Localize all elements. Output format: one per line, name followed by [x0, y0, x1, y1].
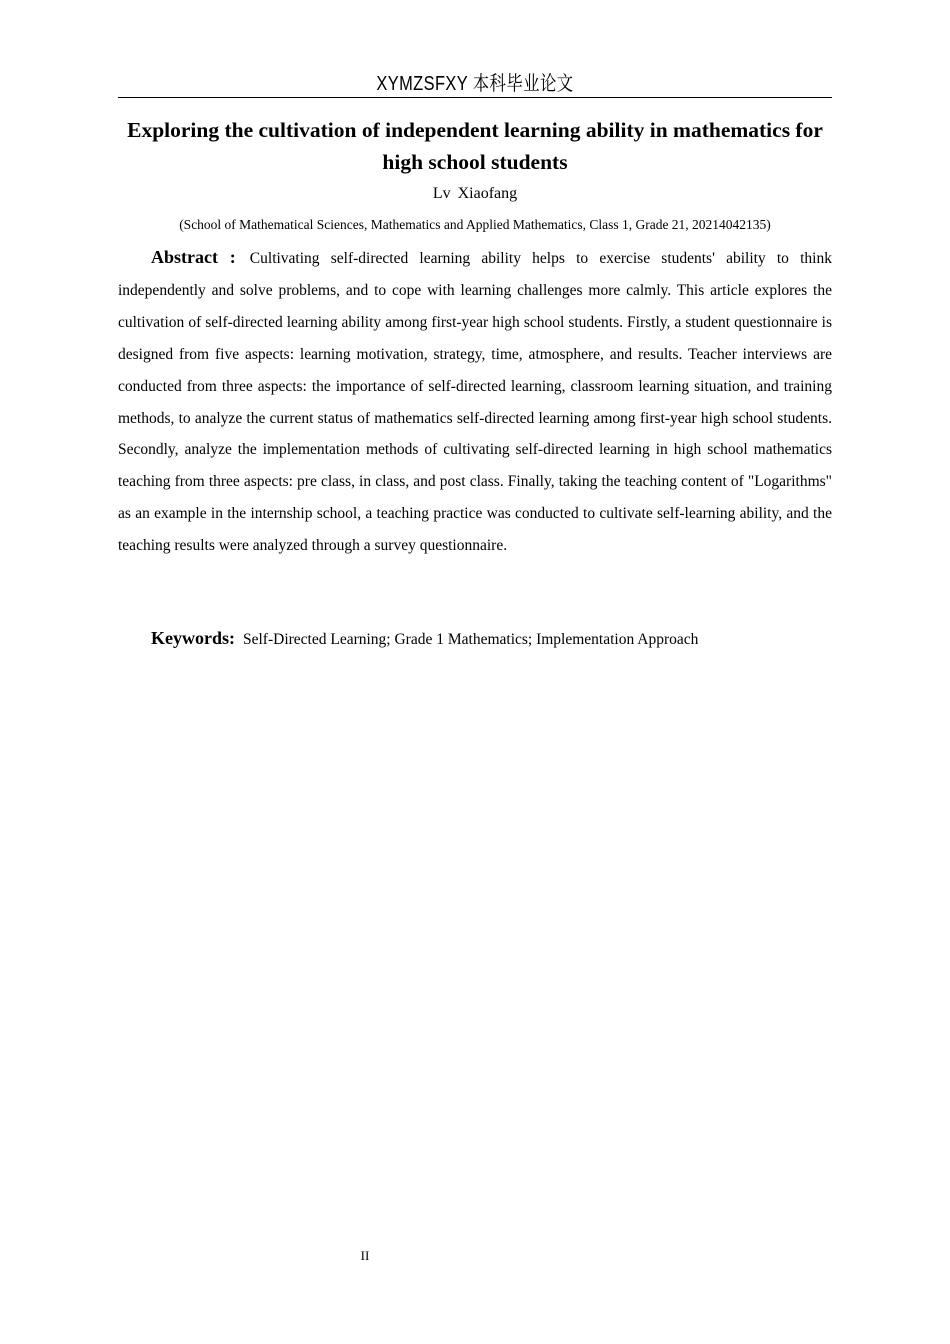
page-number: II	[360, 1248, 370, 1263]
keywords-paragraph	[118, 624, 832, 654]
author-affiliation: (School of Mathematical Sciences, Mathematics and Applied Mathematics, Class 1, Grade 21, 20214042135)	[179, 217, 771, 232]
header-divider	[118, 97, 832, 98]
paper-title: Exploring the cultivation of independent learning ability in mathematics for high school students	[127, 118, 823, 174]
page-header: XYMZSFXY 本科毕业论文	[376, 73, 574, 95]
keywords-label: Keywords:	[151, 628, 235, 648]
abstract-label: Abstract :	[151, 247, 236, 267]
abstract-text: Cultivating self-directed learning ability helps to exercise students' ability to think independently and solve problems, and to cope with learning challenges more calmly. This article explores the cultivation of self-directed learning ability among first-year high school students. Firstly, a student questionnaire is designed from five aspects: learning motivation, strategy, time, atmosphere, and results. Teacher interviews are conducted from three aspects: the importance of self-directed learning, classroom learning situation, and training methods, to analyze the current status of mathematics self-directed learning among first-year high school students. Secondly, analyze the implementation methods of cultivating self-directed learning in high school mathematics teaching from three aspects: pre class, in class, and post class. Finally, taking the teaching content of "Logarithms" as an example in the internship school, a teaching practice was conducted to cultivate self-learning ability, and the teaching results were analyzed through a survey questionnaire.	[118, 250, 832, 555]
abstract-paragraph	[118, 242, 832, 562]
author-name: Lv Xiaofang	[432, 185, 518, 202]
keywords-text: Self-Directed Learning; Grade 1 Mathematics; Implementation Approach	[243, 631, 699, 648]
